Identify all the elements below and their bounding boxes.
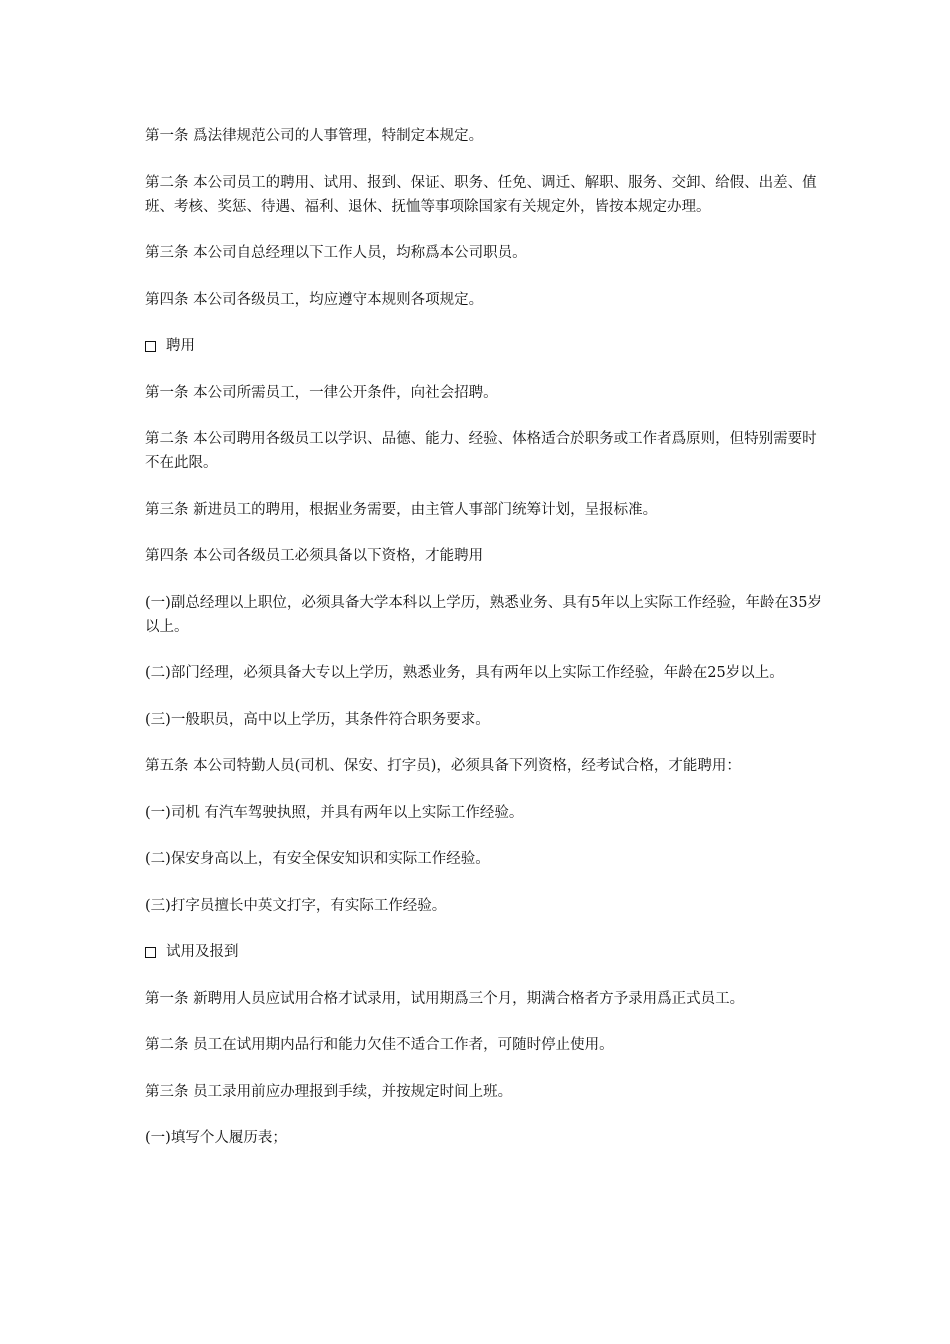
hire-article-4: 第四条 本公司各级员工必须具备以下资格，才能聘用 xyxy=(145,548,484,564)
hire-sub-item-1: (一)司机 有汽车驾驶执照，并具有两年以上实际工作经验。 xyxy=(145,804,524,821)
section-title-hire: 聘用 xyxy=(166,338,195,354)
intro-article-2: 第二条 本公司员工的聘用、试用、报到、保证、职务、任免、调迁、解职、服务、交卸、给假、出差、值班、考核、奖惩、待遇、福利、退休、抚恤等事项除国家有关规定外，皆按本规定办理。 xyxy=(145,174,817,215)
intro-article-1: 第一条 爲法律规范公司的人事管理，特制定本规定。 xyxy=(145,128,484,144)
hire-item-1: (一)副总经理以上职位，必须具备大学本科以上学历，熟悉业务、具有5年以上实际工作经验，年龄在35岁以上。 xyxy=(145,594,822,635)
hire-article-5: 第五条 本公司特勤人员(司机、保安、打字员)，必须具备下列资格，经考试合格，才能聘用： xyxy=(145,758,741,774)
document-page xyxy=(145,124,825,1173)
section-heading-hire xyxy=(145,334,825,358)
trial-article-1: 第一条 新聘用人员应试用合格才试录用，试用期爲三个月，期满合格者方予录用爲正式员工。 xyxy=(145,990,745,1007)
checkbox-icon xyxy=(145,341,156,352)
intro-article-3: 第三条 本公司自总经理以下工作人员，均称爲本公司职员。 xyxy=(145,245,527,261)
hire-article-3: 第三条 新进员工的聘用，根据业务需要，由主管人事部门统筹计划，呈报标准。 xyxy=(145,501,658,518)
intro-article-4: 第四条 本公司各级员工，均应遵守本规则各项规定。 xyxy=(145,291,484,308)
trial-item-1: (一)填写个人履历表； xyxy=(145,1130,287,1146)
hire-article-2: 第二条 本公司聘用各级员工以学识、品德、能力、经验、体格适合於职务或工作者爲原则，但特别需要时不在此限。 xyxy=(145,431,817,471)
hire-sub-item-3: (三)打字员擅长中英文打字，有实际工作经验。 xyxy=(145,897,447,914)
hire-item-3: (三)一般职员，高中以上学历，其条件符合职务要求。 xyxy=(145,711,490,728)
section-title-trial: 试用及报到 xyxy=(166,944,239,960)
hire-item-2: (二)部门经理，必须具备大专以上学历，熟悉业务，具有两年以上实际工作经验，年龄在25岁以上。 xyxy=(145,665,784,681)
trial-article-3: 第三条 员工录用前应办理报到手续，并按规定时间上班。 xyxy=(145,1083,513,1100)
hire-article-1: 第一条 本公司所需员工，一律公开条件，向社会招聘。 xyxy=(145,384,498,401)
section-heading-trial xyxy=(145,940,825,964)
checkbox-icon xyxy=(145,947,156,958)
hire-sub-item-2: (二)保安身高以上，有安全保安知识和实际工作经验。 xyxy=(145,851,490,867)
trial-article-2: 第二条 员工在试用期内品行和能力欠佳不适合工作者，可随时停止使用。 xyxy=(145,1037,614,1053)
